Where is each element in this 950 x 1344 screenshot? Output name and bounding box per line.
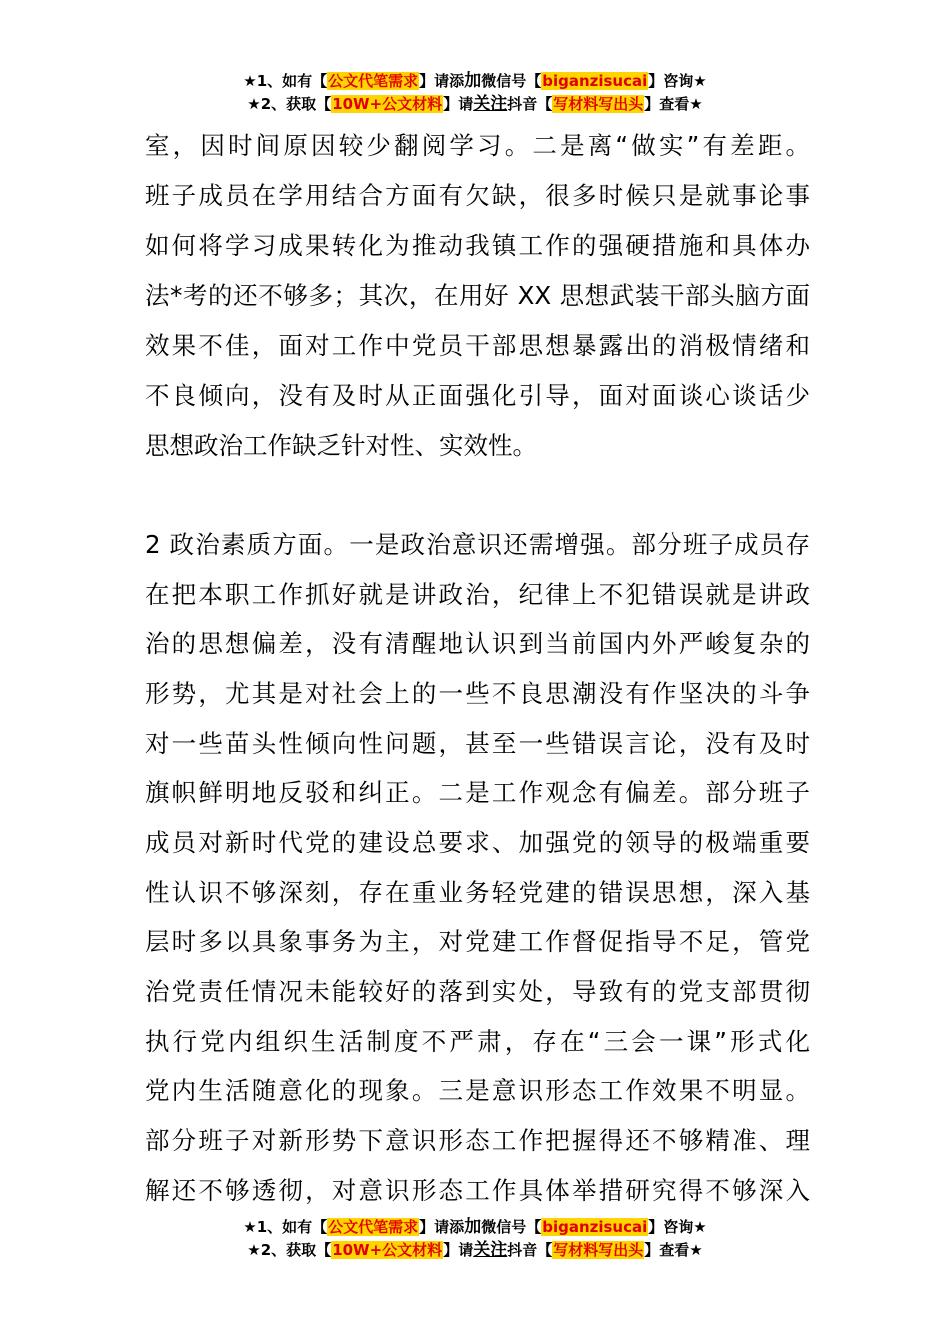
star-icon: ★ — [693, 1218, 707, 1236]
body-line: 形势，尤其是对社会上的一些不良思潮没有作坚决的斗争 — [145, 679, 810, 708]
banner-text: 抖音【 — [507, 95, 553, 113]
banner-text: 1、如有【 — [256, 72, 328, 90]
highlight-service: 公文代笔需求 — [328, 72, 419, 90]
banner-text: 】咨询 — [648, 1218, 694, 1236]
banner-text: 2、获取【 — [260, 1241, 332, 1259]
body-line: 思想政治工作缺乏针对性、实效性。 — [145, 431, 537, 460]
body-line: 执行党内组织生活制度不严肃，存在“三会一课”形式化 — [145, 1027, 810, 1056]
footer-line-1 — [0, 1216, 950, 1239]
star-icon: ★ — [243, 1218, 257, 1236]
banner-text: 1、如有【 — [256, 1218, 328, 1236]
star-icon: ★ — [243, 72, 257, 90]
header-banner — [0, 70, 950, 116]
highlight-materials: 10W+公文材料 — [332, 95, 443, 113]
banner-text: 微信号【 — [481, 1218, 542, 1236]
body-line: 如何将学习成果转化为推动我镇工作的强硬措施和具体办 — [145, 231, 810, 260]
banner-text: 】请添 — [419, 1218, 465, 1236]
highlight-douyin: 写材料写出头 — [553, 95, 644, 113]
body-line: 治党责任情况未能较好的落到实处，导致有的党支部贯彻 — [145, 977, 810, 1006]
body-line: 部分班子对新形势下意识形态工作把握得还不够精准、理 — [145, 1126, 810, 1155]
body-line: 在把本职工作抓好就是讲政治，纪律上不犯错误就是讲政 — [145, 580, 810, 609]
banner-text: 微信号【 — [481, 72, 542, 90]
header-line-1 — [0, 70, 950, 93]
star-icon: ★ — [689, 95, 703, 113]
star-icon: ★ — [247, 95, 261, 113]
star-icon: ★ — [247, 1241, 261, 1259]
banner-text: 】咨询 — [648, 72, 694, 90]
banner-text: 加 — [464, 1217, 482, 1237]
header-line-2 — [0, 93, 950, 116]
body-line: 班子成员在学用结合方面有欠缺，很多时候只是就事论事 — [145, 181, 810, 210]
body-line: 2 政治素质方面。一是政治意识还需增强。部分班子成员存 — [145, 530, 810, 559]
body-line: 对一些苗头性倾向性问题，甚至一些错误言论，没有及时 — [145, 729, 810, 758]
banner-text: 关注 — [473, 94, 508, 114]
banner-text: 】请添 — [419, 72, 465, 90]
star-icon: ★ — [693, 72, 707, 90]
body-line: 室，因时间原因较少翻阅学习。二是离“做实”有差距。 — [145, 131, 810, 160]
highlight-service: 公文代笔需求 — [328, 1218, 419, 1236]
banner-text: 关注 — [473, 1240, 508, 1260]
body-line: 性认识不够深刻，存在重业务轻党建的错误思想，深入基 — [145, 878, 810, 907]
body-line: 效果不佳，面对工作中党员干部思想暴露出的消极情绪和 — [145, 331, 810, 360]
body-line: 法*考的还不够多；其次，在用好 XX 思想武装干部头脑方面 — [145, 281, 810, 310]
star-icon: ★ — [689, 1241, 703, 1259]
body-line: 层时多以具象事务为主，对党建工作督促指导不足，管党 — [145, 927, 810, 956]
body-line: 党内生活随意化的现象。三是意识形态工作效果不明显。 — [145, 1076, 810, 1105]
highlight-materials: 10W+公文材料 — [332, 1241, 443, 1259]
banner-text: 】请 — [443, 95, 474, 113]
banner-text: 】查看 — [644, 95, 690, 113]
banner-text: 】查看 — [644, 1241, 690, 1259]
body-line: 治的思想偏差，没有清醒地认识到当前国内外严峻复杂的 — [145, 629, 810, 658]
footer-banner — [0, 1216, 950, 1262]
body-line: 旗帜鲜明地反驳和纠正。二是工作观念有偏差。部分班子 — [145, 778, 810, 807]
highlight-wechat-id: biganzisucai — [542, 72, 648, 90]
banner-text: 】请 — [443, 1241, 474, 1259]
body-line: 不良倾向，没有及时从正面强化引导，面对面谈心谈话少 — [145, 381, 810, 410]
body-line: 成员对新时代党的建设总要求、加强党的领导的极端重要 — [145, 828, 810, 857]
highlight-douyin: 写材料写出头 — [553, 1241, 644, 1259]
highlight-wechat-id: biganzisucai — [542, 1218, 648, 1236]
banner-text: 2、获取【 — [260, 95, 332, 113]
body-line: 解还不够透彻，对意识形态工作具体举措研究得不够深入 — [145, 1176, 810, 1205]
banner-text: 抖音【 — [507, 1241, 553, 1259]
banner-text: 加 — [464, 71, 482, 91]
footer-line-2 — [0, 1239, 950, 1262]
